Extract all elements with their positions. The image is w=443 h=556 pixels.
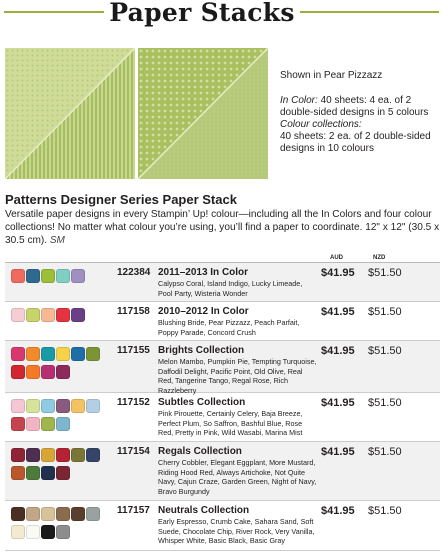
product-code: 117155 <box>117 345 150 356</box>
colour-chip <box>56 525 70 539</box>
colour-chip <box>41 417 55 431</box>
colour-chip <box>56 269 70 283</box>
color-chips <box>11 308 109 326</box>
colour-chip <box>56 417 70 431</box>
colour-chip <box>26 269 40 283</box>
header-rule-right <box>300 11 439 13</box>
shown-in-caption: Shown in Pear Pizzazz <box>280 70 383 81</box>
colour-chip <box>26 466 40 480</box>
collections-text: 40 sheets: 2 ea. of 2 double-sided designs in 10 colours <box>280 131 431 154</box>
colour-chip <box>41 308 55 322</box>
colour-chip <box>41 269 55 283</box>
product-name: 2010–2012 In Color <box>158 306 249 317</box>
colour-chip <box>56 308 70 322</box>
colour-chip <box>71 448 85 462</box>
price-nzd: $51.50 <box>368 345 402 357</box>
price-aud: $41.95 <box>321 306 355 318</box>
colour-chip <box>41 507 55 521</box>
paper-swatch-2 <box>138 48 268 179</box>
intro-text: Versatile paper designs in every Stampin’ Up! colour—including all the In Colors and four colour collections! No matter what colour you’re using, you’ll find a paper to coordinate. 12" x 12" (30.5 x 30.5 cm). <box>5 209 440 246</box>
colour-chip <box>11 525 25 539</box>
section-intro <box>5 208 441 247</box>
price-nzd: $51.50 <box>368 505 402 517</box>
colour-chip <box>71 308 85 322</box>
colour-chip <box>56 448 70 462</box>
column-aud: AUD <box>330 255 343 261</box>
product-name: Brights Collection <box>158 345 245 356</box>
colour-chip <box>41 448 55 462</box>
product-code: 117157 <box>117 505 150 516</box>
price-nzd: $51.50 <box>368 446 402 458</box>
colour-chip <box>41 525 55 539</box>
colour-chip <box>26 525 40 539</box>
colour-chip <box>56 365 70 379</box>
table-row <box>5 263 440 302</box>
colour-chip <box>11 507 25 521</box>
product-name: Regals Collection <box>158 446 242 457</box>
colour-chip <box>11 466 25 480</box>
colour-chip <box>11 365 25 379</box>
color-chips <box>11 399 109 435</box>
color-chips <box>11 448 109 484</box>
price-aud: $41.95 <box>321 505 355 517</box>
price-aud: $41.95 <box>321 267 355 279</box>
colour-list: Cherry Cobbler, Elegant Eggplant, More Mustard, Riding Hood Red, Always Artichoke, Not Quite Navy, Cajun Craze, Garden Green, Night of Navy, Bravo Burgundy <box>158 458 317 496</box>
colour-chip <box>26 308 40 322</box>
column-nzd: NZD <box>373 255 386 261</box>
color-chips <box>11 269 109 287</box>
colour-chip <box>11 399 25 413</box>
product-code: 117158 <box>117 306 150 317</box>
product-table <box>5 262 440 551</box>
price-nzd: $51.50 <box>368 267 402 279</box>
colour-chip <box>56 399 70 413</box>
intro-mark: SM <box>49 235 65 246</box>
in-color-text: 40 sheets: 4 ea. of 2 double-sided designs in 5 colours <box>280 95 429 118</box>
paper-swatch-1 <box>5 48 135 179</box>
table-row <box>5 442 440 501</box>
header-rule-left <box>4 11 104 13</box>
colour-chip <box>11 417 25 431</box>
table-row <box>5 501 440 551</box>
colour-chip <box>26 347 40 361</box>
colour-list: Melon Mambo, Pumpkin Pie, Tempting Turquoise, Daffodil Delight, Pacific Point, Old Olive, Real Red, Tangerine Tango, Regal Rose, Rich Razzleberry <box>158 357 317 395</box>
colour-chip <box>26 417 40 431</box>
table-row <box>5 393 440 442</box>
colour-chip <box>26 507 40 521</box>
in-color-label: In Color: <box>280 95 318 106</box>
table-row <box>5 341 440 393</box>
colour-chip <box>56 507 70 521</box>
colour-chip <box>71 507 85 521</box>
section-title: Patterns Designer Series Paper Stack <box>5 192 237 207</box>
colour-chip <box>41 365 55 379</box>
colour-chip <box>26 365 40 379</box>
product-name: 2011–2013 In Color <box>158 267 249 278</box>
colour-chip <box>11 448 25 462</box>
product-name: Neutrals Collection <box>158 505 250 516</box>
colour-chip <box>86 347 100 361</box>
collections-label: Colour collections: <box>280 119 362 130</box>
product-code: 117152 <box>117 397 150 408</box>
page-header <box>0 0 443 30</box>
colour-chip <box>71 399 85 413</box>
product-code: 122384 <box>117 267 151 278</box>
colour-chip <box>11 347 25 361</box>
colour-chip <box>41 399 55 413</box>
table-row <box>5 302 440 341</box>
colour-chip <box>71 269 85 283</box>
colour-list: Calypso Coral, Island Indigo, Lucky Limeade, Pool Party, Wisteria Wonder <box>158 279 303 298</box>
product-code: 117154 <box>117 446 150 457</box>
colour-list: Blushing Bride, Pear Pizzazz, Peach Parfait, Poppy Parade, Concord Crush <box>158 318 300 337</box>
colour-chip <box>26 448 40 462</box>
colour-list: Early Espresso, Crumb Cake, Sahara Sand, Soft Suede, Chocolate Chip, River Rock, Very Vanilla, Whisper White, Basic Black, Basic Gray <box>158 517 315 546</box>
product-name: Subtles Collection <box>158 397 246 408</box>
colour-chip <box>56 347 70 361</box>
colour-chip <box>56 466 70 480</box>
price-nzd: $51.50 <box>368 306 402 318</box>
color-chips <box>11 507 109 543</box>
stack-description <box>280 95 440 155</box>
colour-chip <box>26 399 40 413</box>
price-aud: $41.95 <box>321 345 355 357</box>
price-aud: $41.95 <box>321 397 355 409</box>
price-nzd: $51.50 <box>368 397 402 409</box>
color-chips <box>11 347 109 383</box>
colour-chip <box>11 308 25 322</box>
colour-chip <box>11 269 25 283</box>
colour-chip <box>41 466 55 480</box>
colour-chip <box>86 448 100 462</box>
colour-chip <box>41 347 55 361</box>
colour-chip <box>86 399 100 413</box>
colour-list: Pink Pirouette, Certainly Celery, Baja Breeze, Perfect Plum, So Saffron, Bashful Blue, Rose Red, Pretty in Pink, Wild Wasabi, Marina Mist <box>158 409 303 438</box>
colour-chip <box>71 347 85 361</box>
price-aud: $41.95 <box>321 446 355 458</box>
colour-chip <box>86 507 100 521</box>
page-title: Paper Stacks <box>109 0 295 27</box>
